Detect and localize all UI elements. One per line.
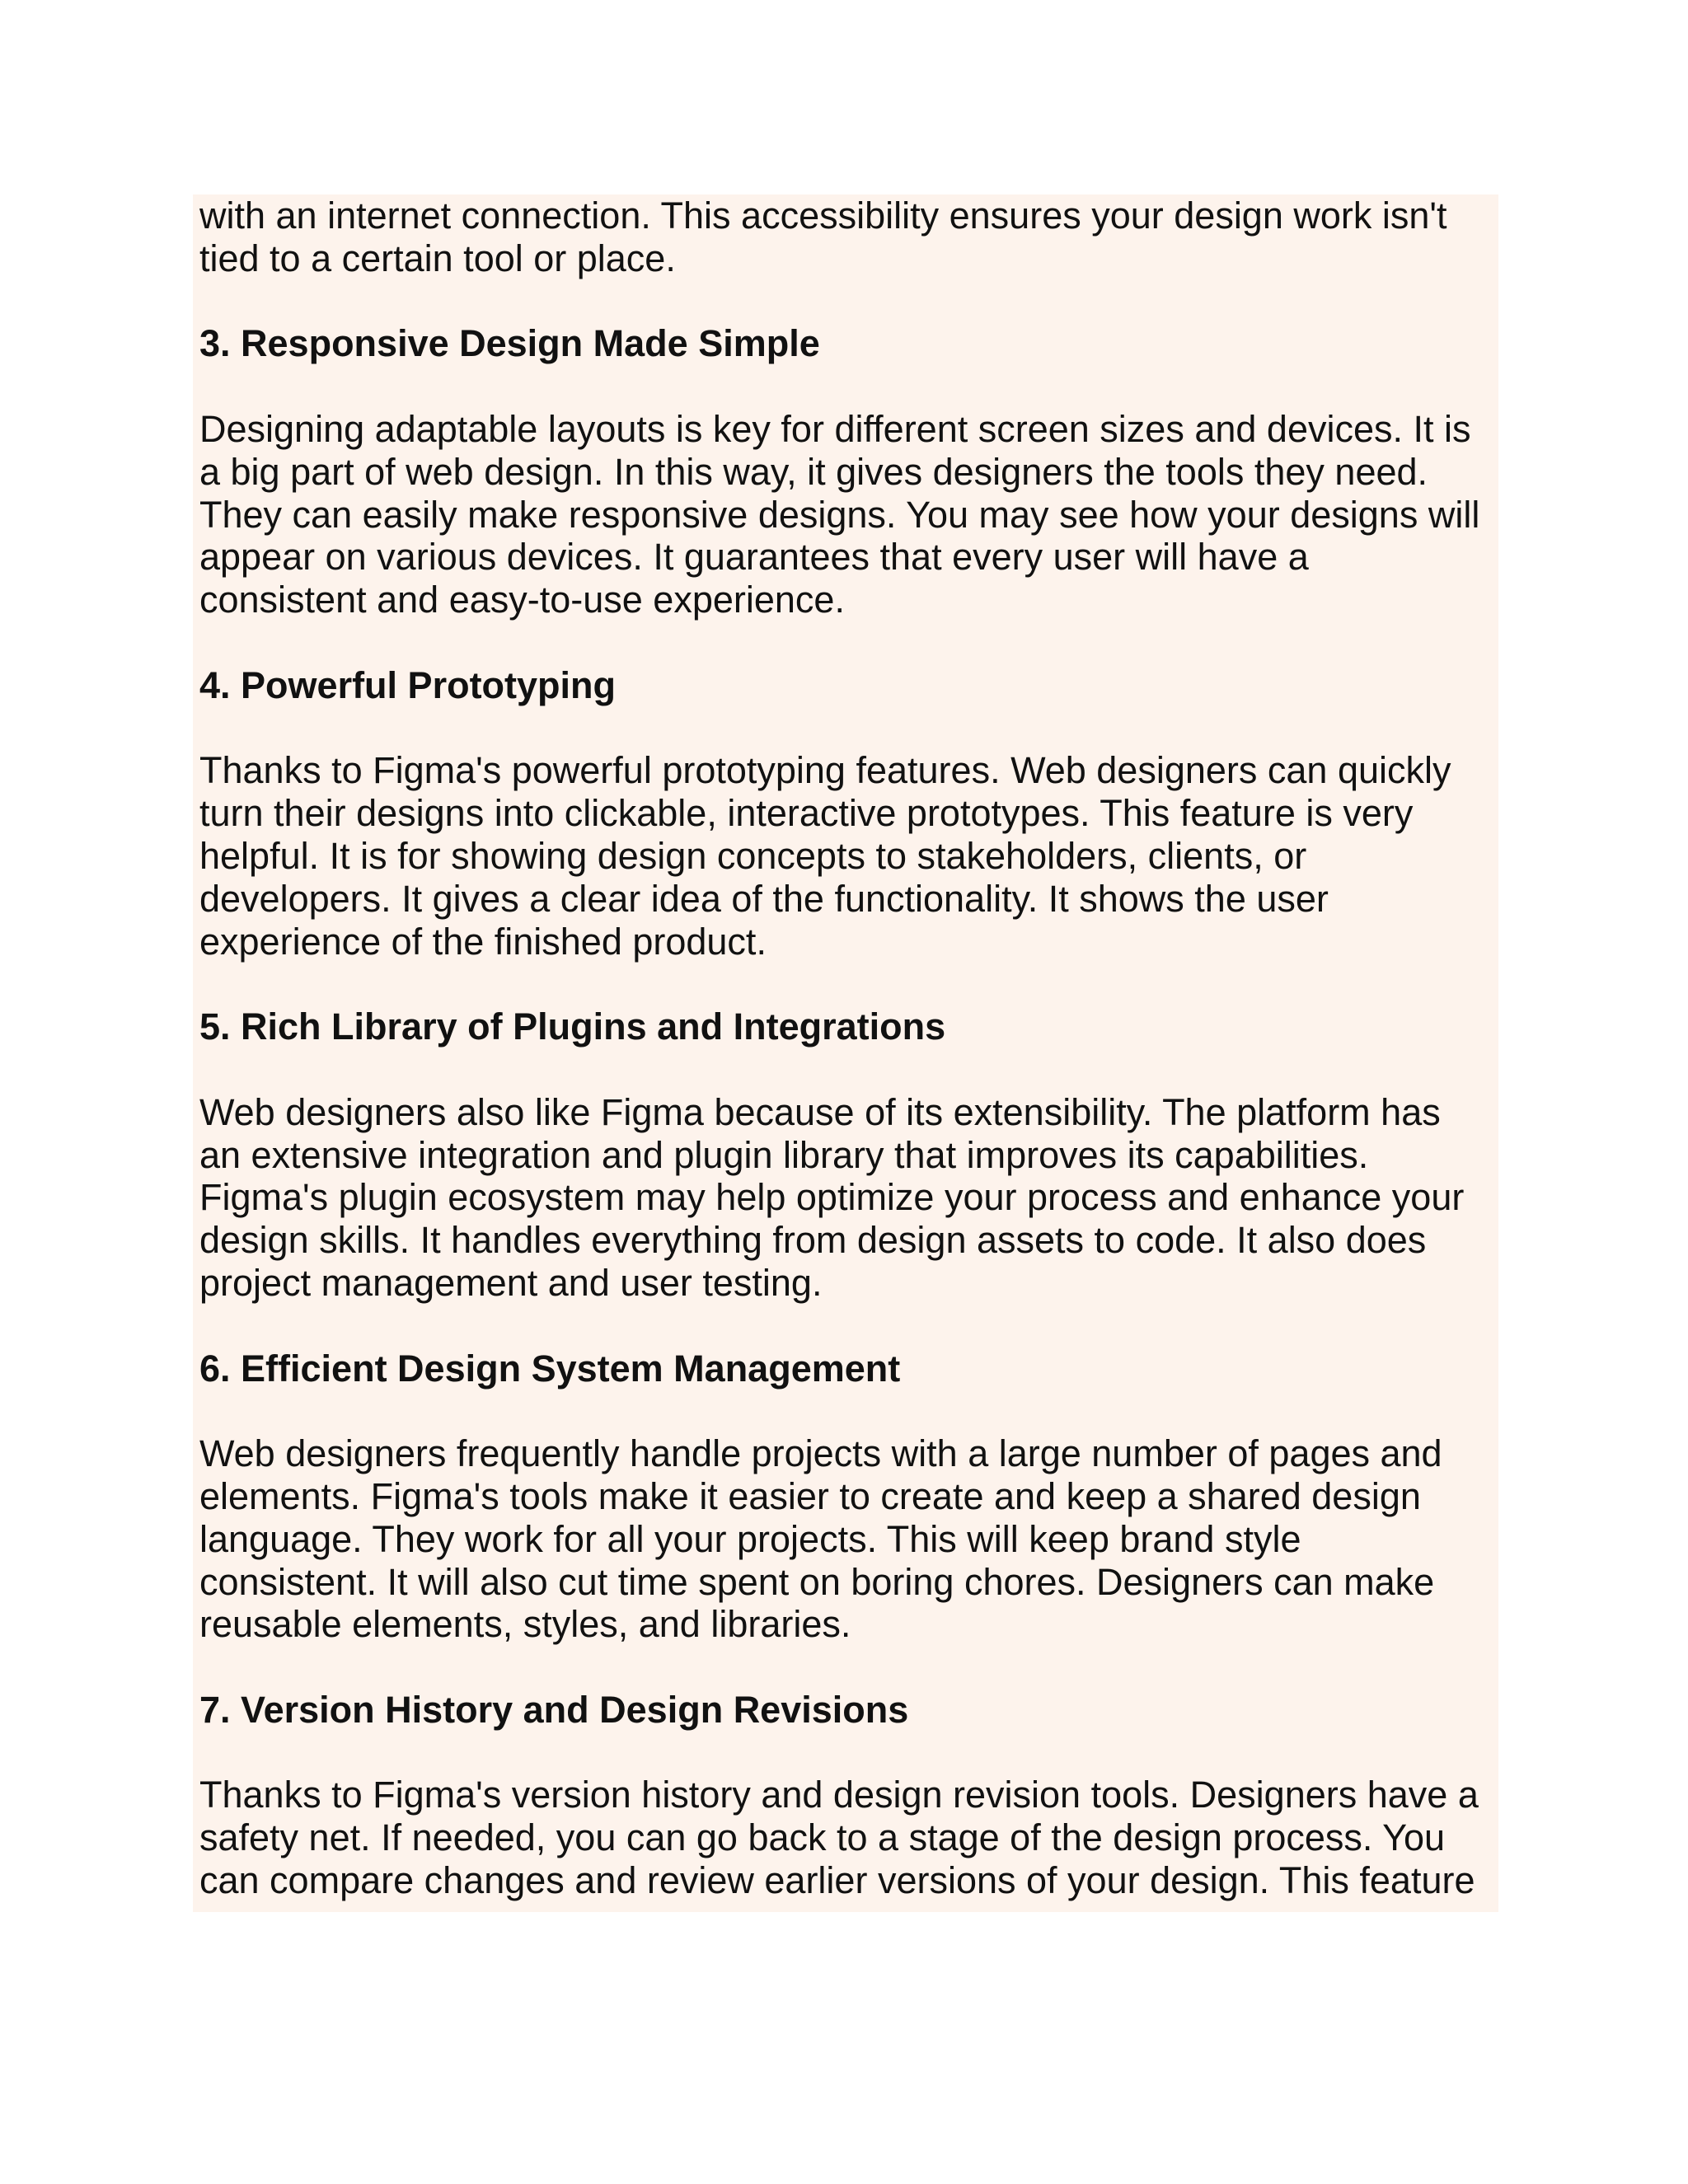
section-heading-3: 3. Responsive Design Made Simple: [199, 322, 820, 365]
section-heading-7: 7. Version History and Design Revisions: [199, 1688, 909, 1731]
section-heading-4: 4. Powerful Prototyping: [199, 663, 617, 706]
spacer: [199, 707, 1492, 750]
intro-paragraph: with an internet connection. This accessibility ensures your design work isn't tied to a certain tool or place.: [199, 194, 1447, 279]
spacer: [199, 1646, 1492, 1689]
spacer: [199, 1048, 1492, 1091]
spacer: [199, 280, 1492, 323]
section-body-6: Web designers frequently handle projects with a large number of pages and elements. Figma's tools make it easier to create and keep a shared design language. They work for all your projects. This will keep brand style consistent. It will also cut time spent on boring chores. Designers can make reusable elements, styles, and libraries.: [199, 1432, 1442, 1646]
section-body-3: Designing adaptable layouts is key for different screen sizes and devices. It is a big part of web design. In this way, it gives designers the tools they need. They can easily make responsive designs. You may see how your designs will appear on various devices. It guarantees that every user will have a consistent and easy-to-use experience.: [199, 407, 1480, 621]
spacer: [199, 365, 1492, 408]
section-body-4: Thanks to Figma's powerful prototyping features. Web designers can quickly turn their designs into clickable, interactive prototypes. This feature is very helpful. It is for showing design concepts to stakeholders, clients, or developers. It gives a clear idea of the functionality. It shows the user experience of the finished product.: [199, 749, 1451, 963]
section-heading-5: 5. Rich Library of Plugins and Integrations: [199, 1005, 946, 1048]
spacer: [199, 1305, 1492, 1347]
spacer: [199, 1390, 1492, 1432]
spacer: [199, 963, 1492, 1005]
section-body-7: Thanks to Figma's version history and design revision tools. Designers have a safety net. If needed, you can go back to a stage of the design process. You can compare changes and review earlier versions of your design. This feature: [199, 1774, 1479, 1902]
spacer: [199, 621, 1492, 664]
section-heading-6: 6. Efficient Design System Management: [199, 1347, 901, 1390]
document-text-block: [193, 194, 1498, 1912]
section-body-5: Web designers also like Figma because of its extensibility. The platform has an extensive integration and plugin library that improves its capabilities. Figma's plugin ecosystem may help optimize your process and enhance your design skills. It handles everything from design assets to code. It also does project management and user testing.: [199, 1090, 1465, 1304]
spacer: [199, 1732, 1492, 1774]
